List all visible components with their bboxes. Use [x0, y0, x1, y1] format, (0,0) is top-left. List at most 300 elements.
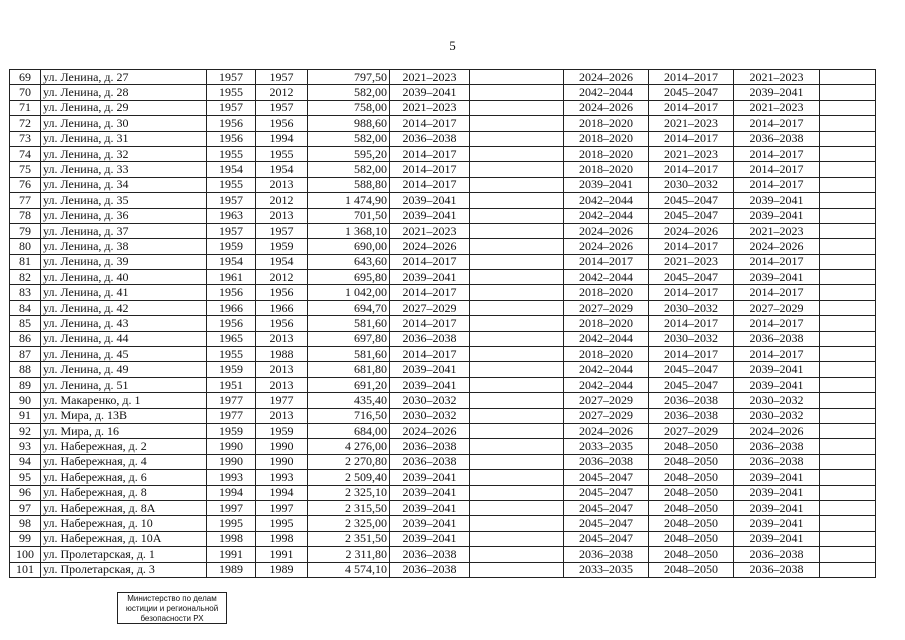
area-cell: 1 474,90: [308, 193, 390, 208]
table-row: [10, 70, 876, 85]
period-b-cell: [470, 516, 564, 531]
year-repair-cell: 1998: [256, 531, 308, 546]
year-repair-cell: 1954: [256, 162, 308, 177]
table-row: [10, 562, 876, 577]
year-repair-cell: 1991: [256, 547, 308, 562]
period-d-cell: 2021–2023: [649, 116, 734, 131]
period-e-cell: 2039–2041: [734, 208, 820, 223]
address-cell: ул. Ленина, д. 41: [41, 285, 207, 300]
year-built-cell: 1990: [207, 439, 256, 454]
period-e-cell: 2030–2032: [734, 408, 820, 423]
year-repair-cell: 1957: [256, 223, 308, 238]
year-built-cell: 1961: [207, 270, 256, 285]
area-cell: 2 325,10: [308, 485, 390, 500]
period-a-cell: 2014–2017: [390, 116, 470, 131]
address-cell: ул. Ленина, д. 35: [41, 193, 207, 208]
period-e-cell: 2036–2038: [734, 439, 820, 454]
period-a-cell: 2014–2017: [390, 162, 470, 177]
address-cell: ул. Набережная, д. 2: [41, 439, 207, 454]
period-d-cell: 2014–2017: [649, 70, 734, 85]
area-cell: 797,50: [308, 70, 390, 85]
table-row: [10, 316, 876, 331]
address-cell: ул. Ленина, д. 31: [41, 131, 207, 146]
period-a-cell: 2014–2017: [390, 146, 470, 161]
stamp-line: Министерство по делам: [127, 594, 217, 603]
year-repair-cell: 1956: [256, 316, 308, 331]
address-cell: ул. Ленина, д. 30: [41, 116, 207, 131]
period-e-cell: 2039–2041: [734, 531, 820, 546]
period-b-cell: [470, 562, 564, 577]
period-f-cell: [820, 239, 876, 254]
period-a-cell: 2039–2041: [390, 270, 470, 285]
table-row: [10, 347, 876, 362]
period-d-cell: 2045–2047: [649, 377, 734, 392]
address-cell: ул. Ленина, д. 44: [41, 331, 207, 346]
address-cell: ул. Ленина, д. 45: [41, 347, 207, 362]
area-cell: 582,00: [308, 131, 390, 146]
period-f-cell: [820, 393, 876, 408]
period-f-cell: [820, 177, 876, 192]
period-d-cell: 2021–2023: [649, 146, 734, 161]
table-row: [10, 439, 876, 454]
row-number-cell: 85: [10, 316, 41, 331]
period-d-cell: 2036–2038: [649, 393, 734, 408]
period-e-cell: 2039–2041: [734, 270, 820, 285]
table-row: [10, 485, 876, 500]
period-f-cell: [820, 223, 876, 238]
year-repair-cell: 2013: [256, 377, 308, 392]
address-cell: ул. Набережная, д. 8: [41, 485, 207, 500]
period-f-cell: [820, 100, 876, 115]
row-number-cell: 76: [10, 177, 41, 192]
stamp-line: юстиции и региональной: [125, 604, 219, 613]
area-cell: 2 270,80: [308, 454, 390, 469]
period-c-cell: 2024–2026: [564, 223, 649, 238]
period-a-cell: 2036–2038: [390, 331, 470, 346]
period-b-cell: [470, 239, 564, 254]
period-f-cell: [820, 85, 876, 100]
year-repair-cell: 2012: [256, 270, 308, 285]
table-row: [10, 377, 876, 392]
period-a-cell: 2014–2017: [390, 285, 470, 300]
year-repair-cell: 2012: [256, 193, 308, 208]
period-e-cell: 2021–2023: [734, 223, 820, 238]
table-row: [10, 454, 876, 469]
period-f-cell: [820, 500, 876, 515]
table-row: [10, 100, 876, 115]
period-e-cell: 2014–2017: [734, 285, 820, 300]
address-cell: ул. Ленина, д. 33: [41, 162, 207, 177]
table-row: [10, 500, 876, 515]
period-d-cell: 2014–2017: [649, 316, 734, 331]
year-repair-cell: 2013: [256, 177, 308, 192]
period-e-cell: 2039–2041: [734, 470, 820, 485]
area-cell: 681,80: [308, 362, 390, 377]
period-a-cell: 2036–2038: [390, 454, 470, 469]
period-d-cell: 2048–2050: [649, 562, 734, 577]
row-number-cell: 71: [10, 100, 41, 115]
period-f-cell: [820, 423, 876, 438]
period-d-cell: 2014–2017: [649, 285, 734, 300]
row-number-cell: 77: [10, 193, 41, 208]
row-number-cell: 74: [10, 146, 41, 161]
year-built-cell: 1957: [207, 193, 256, 208]
year-built-cell: 1957: [207, 100, 256, 115]
area-cell: 2 509,40: [308, 470, 390, 485]
period-b-cell: [470, 362, 564, 377]
year-built-cell: 1951: [207, 377, 256, 392]
period-d-cell: 2048–2050: [649, 547, 734, 562]
area-cell: 4 276,00: [308, 439, 390, 454]
period-b-cell: [470, 208, 564, 223]
year-built-cell: 1993: [207, 470, 256, 485]
period-b-cell: [470, 270, 564, 285]
period-f-cell: [820, 377, 876, 392]
table-row: [10, 239, 876, 254]
period-b-cell: [470, 100, 564, 115]
period-e-cell: 2036–2038: [734, 331, 820, 346]
year-built-cell: 1955: [207, 85, 256, 100]
address-cell: ул. Мира, д. 13В: [41, 408, 207, 423]
period-f-cell: [820, 270, 876, 285]
period-f-cell: [820, 316, 876, 331]
row-number-cell: 98: [10, 516, 41, 531]
year-repair-cell: 1994: [256, 485, 308, 500]
period-e-cell: 2039–2041: [734, 377, 820, 392]
period-a-cell: 2014–2017: [390, 177, 470, 192]
year-built-cell: 1977: [207, 408, 256, 423]
period-d-cell: 2014–2017: [649, 239, 734, 254]
table-row: [10, 362, 876, 377]
area-cell: 4 574,10: [308, 562, 390, 577]
period-d-cell: 2014–2017: [649, 131, 734, 146]
year-repair-cell: 1966: [256, 300, 308, 315]
period-f-cell: [820, 254, 876, 269]
period-f-cell: [820, 516, 876, 531]
period-c-cell: 2042–2044: [564, 270, 649, 285]
period-f-cell: [820, 470, 876, 485]
period-d-cell: 2021–2023: [649, 254, 734, 269]
period-b-cell: [470, 254, 564, 269]
row-number-cell: 91: [10, 408, 41, 423]
table-row: [10, 408, 876, 423]
period-d-cell: 2014–2017: [649, 162, 734, 177]
period-a-cell: 2030–2032: [390, 408, 470, 423]
year-built-cell: 1965: [207, 331, 256, 346]
row-number-cell: 70: [10, 85, 41, 100]
period-c-cell: 2027–2029: [564, 393, 649, 408]
period-b-cell: [470, 470, 564, 485]
period-b-cell: [470, 85, 564, 100]
row-number-cell: 69: [10, 70, 41, 85]
table-row: [10, 208, 876, 223]
period-f-cell: [820, 439, 876, 454]
period-f-cell: [820, 547, 876, 562]
area-cell: 758,00: [308, 100, 390, 115]
period-e-cell: 2014–2017: [734, 116, 820, 131]
period-e-cell: 2021–2023: [734, 100, 820, 115]
year-built-cell: 1966: [207, 300, 256, 315]
period-d-cell: 2048–2050: [649, 516, 734, 531]
row-number-cell: 86: [10, 331, 41, 346]
area-cell: 1 042,00: [308, 285, 390, 300]
period-a-cell: 2039–2041: [390, 531, 470, 546]
area-cell: 684,00: [308, 423, 390, 438]
period-c-cell: 2042–2044: [564, 85, 649, 100]
period-c-cell: 2018–2020: [564, 316, 649, 331]
period-f-cell: [820, 454, 876, 469]
period-f-cell: [820, 193, 876, 208]
address-cell: ул. Ленина, д. 29: [41, 100, 207, 115]
year-repair-cell: 1988: [256, 347, 308, 362]
period-d-cell: 2045–2047: [649, 85, 734, 100]
period-b-cell: [470, 177, 564, 192]
period-f-cell: [820, 362, 876, 377]
area-cell: 691,20: [308, 377, 390, 392]
year-built-cell: 1955: [207, 347, 256, 362]
period-b-cell: [470, 116, 564, 131]
address-cell: ул. Набережная, д. 4: [41, 454, 207, 469]
period-b-cell: [470, 531, 564, 546]
period-c-cell: 2042–2044: [564, 331, 649, 346]
row-number-cell: 90: [10, 393, 41, 408]
period-d-cell: 2045–2047: [649, 193, 734, 208]
period-b-cell: [470, 439, 564, 454]
period-f-cell: [820, 300, 876, 315]
area-cell: 595,20: [308, 146, 390, 161]
address-cell: ул. Ленина, д. 32: [41, 146, 207, 161]
period-e-cell: 2014–2017: [734, 316, 820, 331]
year-repair-cell: 1990: [256, 439, 308, 454]
period-c-cell: 2042–2044: [564, 193, 649, 208]
area-cell: 1 368,10: [308, 223, 390, 238]
period-b-cell: [470, 500, 564, 515]
period-e-cell: 2027–2029: [734, 300, 820, 315]
year-built-cell: 1954: [207, 254, 256, 269]
year-repair-cell: 1994: [256, 131, 308, 146]
period-d-cell: 2030–2032: [649, 177, 734, 192]
year-built-cell: 1956: [207, 316, 256, 331]
period-a-cell: 2024–2026: [390, 423, 470, 438]
year-built-cell: 1954: [207, 162, 256, 177]
address-cell: ул. Ленина, д. 34: [41, 177, 207, 192]
row-number-cell: 75: [10, 162, 41, 177]
row-number-cell: 101: [10, 562, 41, 577]
period-c-cell: 2036–2038: [564, 454, 649, 469]
period-e-cell: 2021–2023: [734, 70, 820, 85]
period-d-cell: 2027–2029: [649, 423, 734, 438]
period-e-cell: 2039–2041: [734, 193, 820, 208]
area-cell: 697,80: [308, 331, 390, 346]
year-built-cell: 1994: [207, 485, 256, 500]
period-c-cell: 2024–2026: [564, 70, 649, 85]
period-b-cell: [470, 393, 564, 408]
period-a-cell: 2036–2038: [390, 562, 470, 577]
page-number: 5: [449, 38, 456, 53]
address-cell: ул. Ленина, д. 43: [41, 316, 207, 331]
year-repair-cell: 1993: [256, 470, 308, 485]
year-repair-cell: 1955: [256, 146, 308, 161]
table-row: [10, 423, 876, 438]
address-cell: ул. Ленина, д. 37: [41, 223, 207, 238]
year-repair-cell: 1956: [256, 116, 308, 131]
period-e-cell: 2014–2017: [734, 177, 820, 192]
table-row: [10, 393, 876, 408]
table-row: [10, 146, 876, 161]
row-number-cell: 82: [10, 270, 41, 285]
row-number-cell: 78: [10, 208, 41, 223]
period-b-cell: [470, 423, 564, 438]
area-cell: 716,50: [308, 408, 390, 423]
year-repair-cell: 1957: [256, 100, 308, 115]
period-c-cell: 2027–2029: [564, 408, 649, 423]
area-cell: 643,60: [308, 254, 390, 269]
period-a-cell: 2036–2038: [390, 547, 470, 562]
period-f-cell: [820, 70, 876, 85]
table-row: [10, 116, 876, 131]
address-cell: ул. Ленина, д. 42: [41, 300, 207, 315]
row-number-cell: 81: [10, 254, 41, 269]
area-cell: 2 311,80: [308, 547, 390, 562]
period-c-cell: 2014–2017: [564, 254, 649, 269]
period-c-cell: 2042–2044: [564, 362, 649, 377]
year-built-cell: 1963: [207, 208, 256, 223]
area-cell: 582,00: [308, 85, 390, 100]
year-built-cell: 1959: [207, 362, 256, 377]
period-c-cell: 2045–2047: [564, 516, 649, 531]
year-repair-cell: 2013: [256, 362, 308, 377]
year-repair-cell: 1954: [256, 254, 308, 269]
year-repair-cell: 1959: [256, 239, 308, 254]
period-c-cell: 2042–2044: [564, 208, 649, 223]
period-c-cell: 2045–2047: [564, 531, 649, 546]
period-c-cell: 2045–2047: [564, 500, 649, 515]
address-cell: ул. Пролетарская, д. 3: [41, 562, 207, 577]
period-c-cell: 2039–2041: [564, 177, 649, 192]
period-e-cell: 2024–2026: [734, 239, 820, 254]
period-c-cell: 2033–2035: [564, 439, 649, 454]
year-repair-cell: 1959: [256, 423, 308, 438]
period-d-cell: 2024–2026: [649, 223, 734, 238]
period-c-cell: 2024–2026: [564, 100, 649, 115]
period-d-cell: 2014–2017: [649, 347, 734, 362]
table-row: [10, 331, 876, 346]
housing-registry-table: [9, 69, 876, 578]
period-a-cell: 2024–2026: [390, 239, 470, 254]
period-a-cell: 2039–2041: [390, 193, 470, 208]
period-a-cell: 2039–2041: [390, 470, 470, 485]
period-a-cell: 2039–2041: [390, 485, 470, 500]
year-built-cell: 1977: [207, 393, 256, 408]
period-b-cell: [470, 285, 564, 300]
row-number-cell: 87: [10, 347, 41, 362]
period-b-cell: [470, 485, 564, 500]
period-e-cell: 2030–2032: [734, 393, 820, 408]
period-b-cell: [470, 331, 564, 346]
period-e-cell: 2036–2038: [734, 131, 820, 146]
period-c-cell: 2036–2038: [564, 547, 649, 562]
row-number-cell: 72: [10, 116, 41, 131]
period-a-cell: 2030–2032: [390, 393, 470, 408]
year-built-cell: 1959: [207, 423, 256, 438]
period-a-cell: 2039–2041: [390, 377, 470, 392]
period-b-cell: [470, 347, 564, 362]
area-cell: 690,00: [308, 239, 390, 254]
period-a-cell: 2021–2023: [390, 70, 470, 85]
table-row: [10, 270, 876, 285]
period-a-cell: 2039–2041: [390, 516, 470, 531]
period-f-cell: [820, 331, 876, 346]
year-repair-cell: 2013: [256, 208, 308, 223]
year-built-cell: 1959: [207, 239, 256, 254]
period-b-cell: [470, 131, 564, 146]
address-cell: ул. Набережная, д. 6: [41, 470, 207, 485]
period-e-cell: 2039–2041: [734, 485, 820, 500]
table-row: [10, 285, 876, 300]
year-built-cell: 1957: [207, 223, 256, 238]
period-f-cell: [820, 146, 876, 161]
period-d-cell: 2048–2050: [649, 470, 734, 485]
table-row: [10, 193, 876, 208]
period-a-cell: 2021–2023: [390, 223, 470, 238]
year-built-cell: 1995: [207, 516, 256, 531]
area-cell: 2 351,50: [308, 531, 390, 546]
period-b-cell: [470, 547, 564, 562]
address-cell: ул. Ленина, д. 51: [41, 377, 207, 392]
period-b-cell: [470, 408, 564, 423]
table-row: [10, 85, 876, 100]
row-number-cell: 84: [10, 300, 41, 315]
period-b-cell: [470, 193, 564, 208]
table-row: [10, 254, 876, 269]
period-a-cell: 2039–2041: [390, 362, 470, 377]
table-row: [10, 300, 876, 315]
period-c-cell: 2033–2035: [564, 562, 649, 577]
address-cell: ул. Ленина, д. 49: [41, 362, 207, 377]
period-b-cell: [470, 377, 564, 392]
address-cell: ул. Набережная, д. 8А: [41, 500, 207, 515]
table-row: [10, 470, 876, 485]
year-repair-cell: 1990: [256, 454, 308, 469]
year-built-cell: 1991: [207, 547, 256, 562]
period-d-cell: 2036–2038: [649, 408, 734, 423]
period-f-cell: [820, 485, 876, 500]
area-cell: 588,80: [308, 177, 390, 192]
period-b-cell: [470, 223, 564, 238]
year-repair-cell: 1956: [256, 285, 308, 300]
year-repair-cell: 1989: [256, 562, 308, 577]
period-c-cell: 2042–2044: [564, 377, 649, 392]
period-d-cell: 2048–2050: [649, 531, 734, 546]
year-built-cell: 1956: [207, 285, 256, 300]
area-cell: 582,00: [308, 162, 390, 177]
address-cell: ул. Макаренко, д. 1: [41, 393, 207, 408]
period-c-cell: 2045–2047: [564, 470, 649, 485]
year-built-cell: 1997: [207, 500, 256, 515]
period-d-cell: 2048–2050: [649, 485, 734, 500]
row-number-cell: 93: [10, 439, 41, 454]
period-e-cell: 2014–2017: [734, 162, 820, 177]
period-d-cell: 2045–2047: [649, 208, 734, 223]
period-d-cell: 2048–2050: [649, 454, 734, 469]
row-number-cell: 83: [10, 285, 41, 300]
period-b-cell: [470, 146, 564, 161]
period-f-cell: [820, 531, 876, 546]
period-f-cell: [820, 162, 876, 177]
period-e-cell: 2024–2026: [734, 423, 820, 438]
row-number-cell: 73: [10, 131, 41, 146]
year-built-cell: 1990: [207, 454, 256, 469]
